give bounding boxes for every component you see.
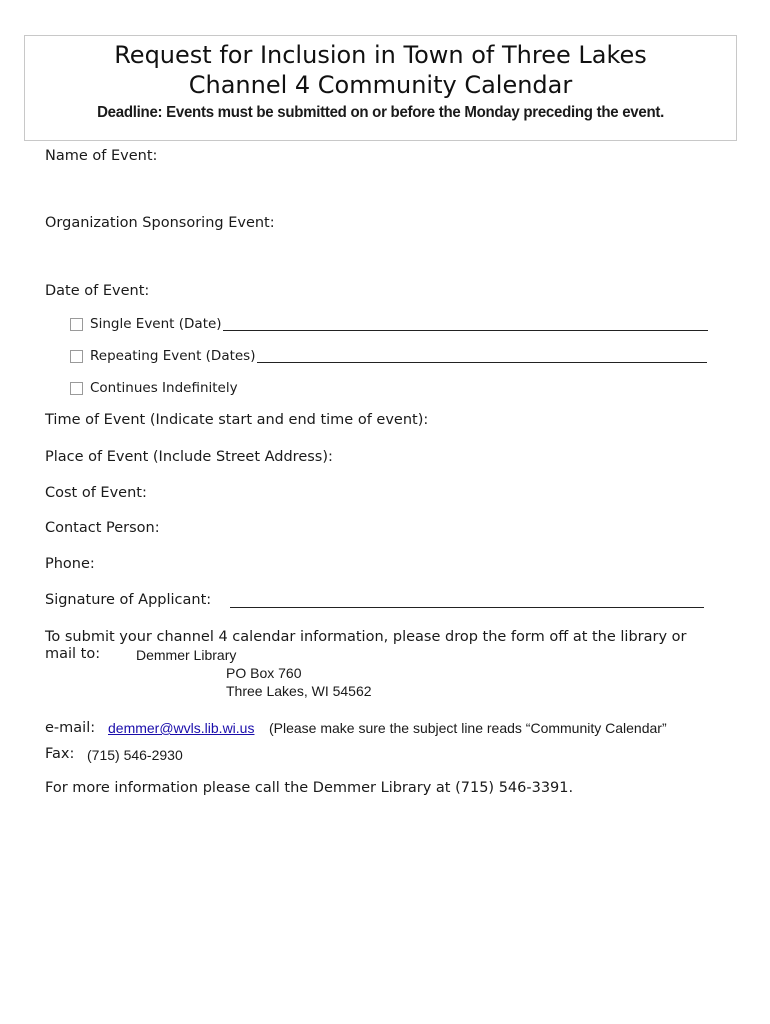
place-of-event-label: Place of Event (Include Street Address): [45,449,333,465]
contact-person-label: Contact Person: [45,520,160,536]
more-info-text: For more information please call the Demmer Library at (715) 546-3391. [45,780,574,796]
fax-label: Fax: [45,746,75,762]
continues-option [70,380,238,396]
cost-of-event-label: Cost of Event: [45,485,147,501]
continues-checkbox[interactable] [70,382,83,395]
submit-instructions: To submit your channel 4 calendar information, please drop the form off at the library or [45,629,687,645]
date-of-event-label: Date of Event: [45,283,150,299]
repeating-event-checkbox[interactable] [70,350,83,363]
fax-number: (715) 546-2930 [87,747,183,763]
form-title-line-1: Request for Inclusion in Town of Three Lakes [114,41,647,69]
repeating-event-label: Repeating Event (Dates) [90,348,256,364]
phone-label: Phone: [45,556,95,572]
single-event-checkbox[interactable] [70,318,83,331]
single-event-option [70,316,708,332]
signature-line[interactable] [230,607,704,608]
email-subject-note: (Please make sure the subject line reads “Community Calendar” [269,720,667,736]
address-name: Demmer Library [136,647,237,663]
mail-to-label: mail to: [45,646,101,662]
form-header [24,35,737,141]
address-city: Three Lakes, WI 54562 [226,683,372,699]
address-po-box: PO Box 760 [226,665,302,681]
email-label: e-mail: [45,720,96,736]
organization-label: Organization Sponsoring Event: [45,215,275,231]
time-of-event-label: Time of Event (Indicate start and end time of event): [45,412,429,428]
email-link[interactable]: demmer@wvls.lib.wi.us [108,720,255,736]
form-title-line-2: Channel 4 Community Calendar [188,71,573,99]
repeating-event-dates-line[interactable] [257,350,707,363]
signature-label: Signature of Applicant: [45,592,212,608]
single-event-date-line[interactable] [223,318,708,331]
continues-label: Continues Indefinitely [90,380,238,396]
single-event-label: Single Event (Date) [90,316,222,332]
repeating-event-option [70,348,707,364]
deadline-notice: Deadline: Events must be submitted on or before the Monday preceding the event. [97,104,664,121]
name-of-event-label: Name of Event: [45,148,158,164]
